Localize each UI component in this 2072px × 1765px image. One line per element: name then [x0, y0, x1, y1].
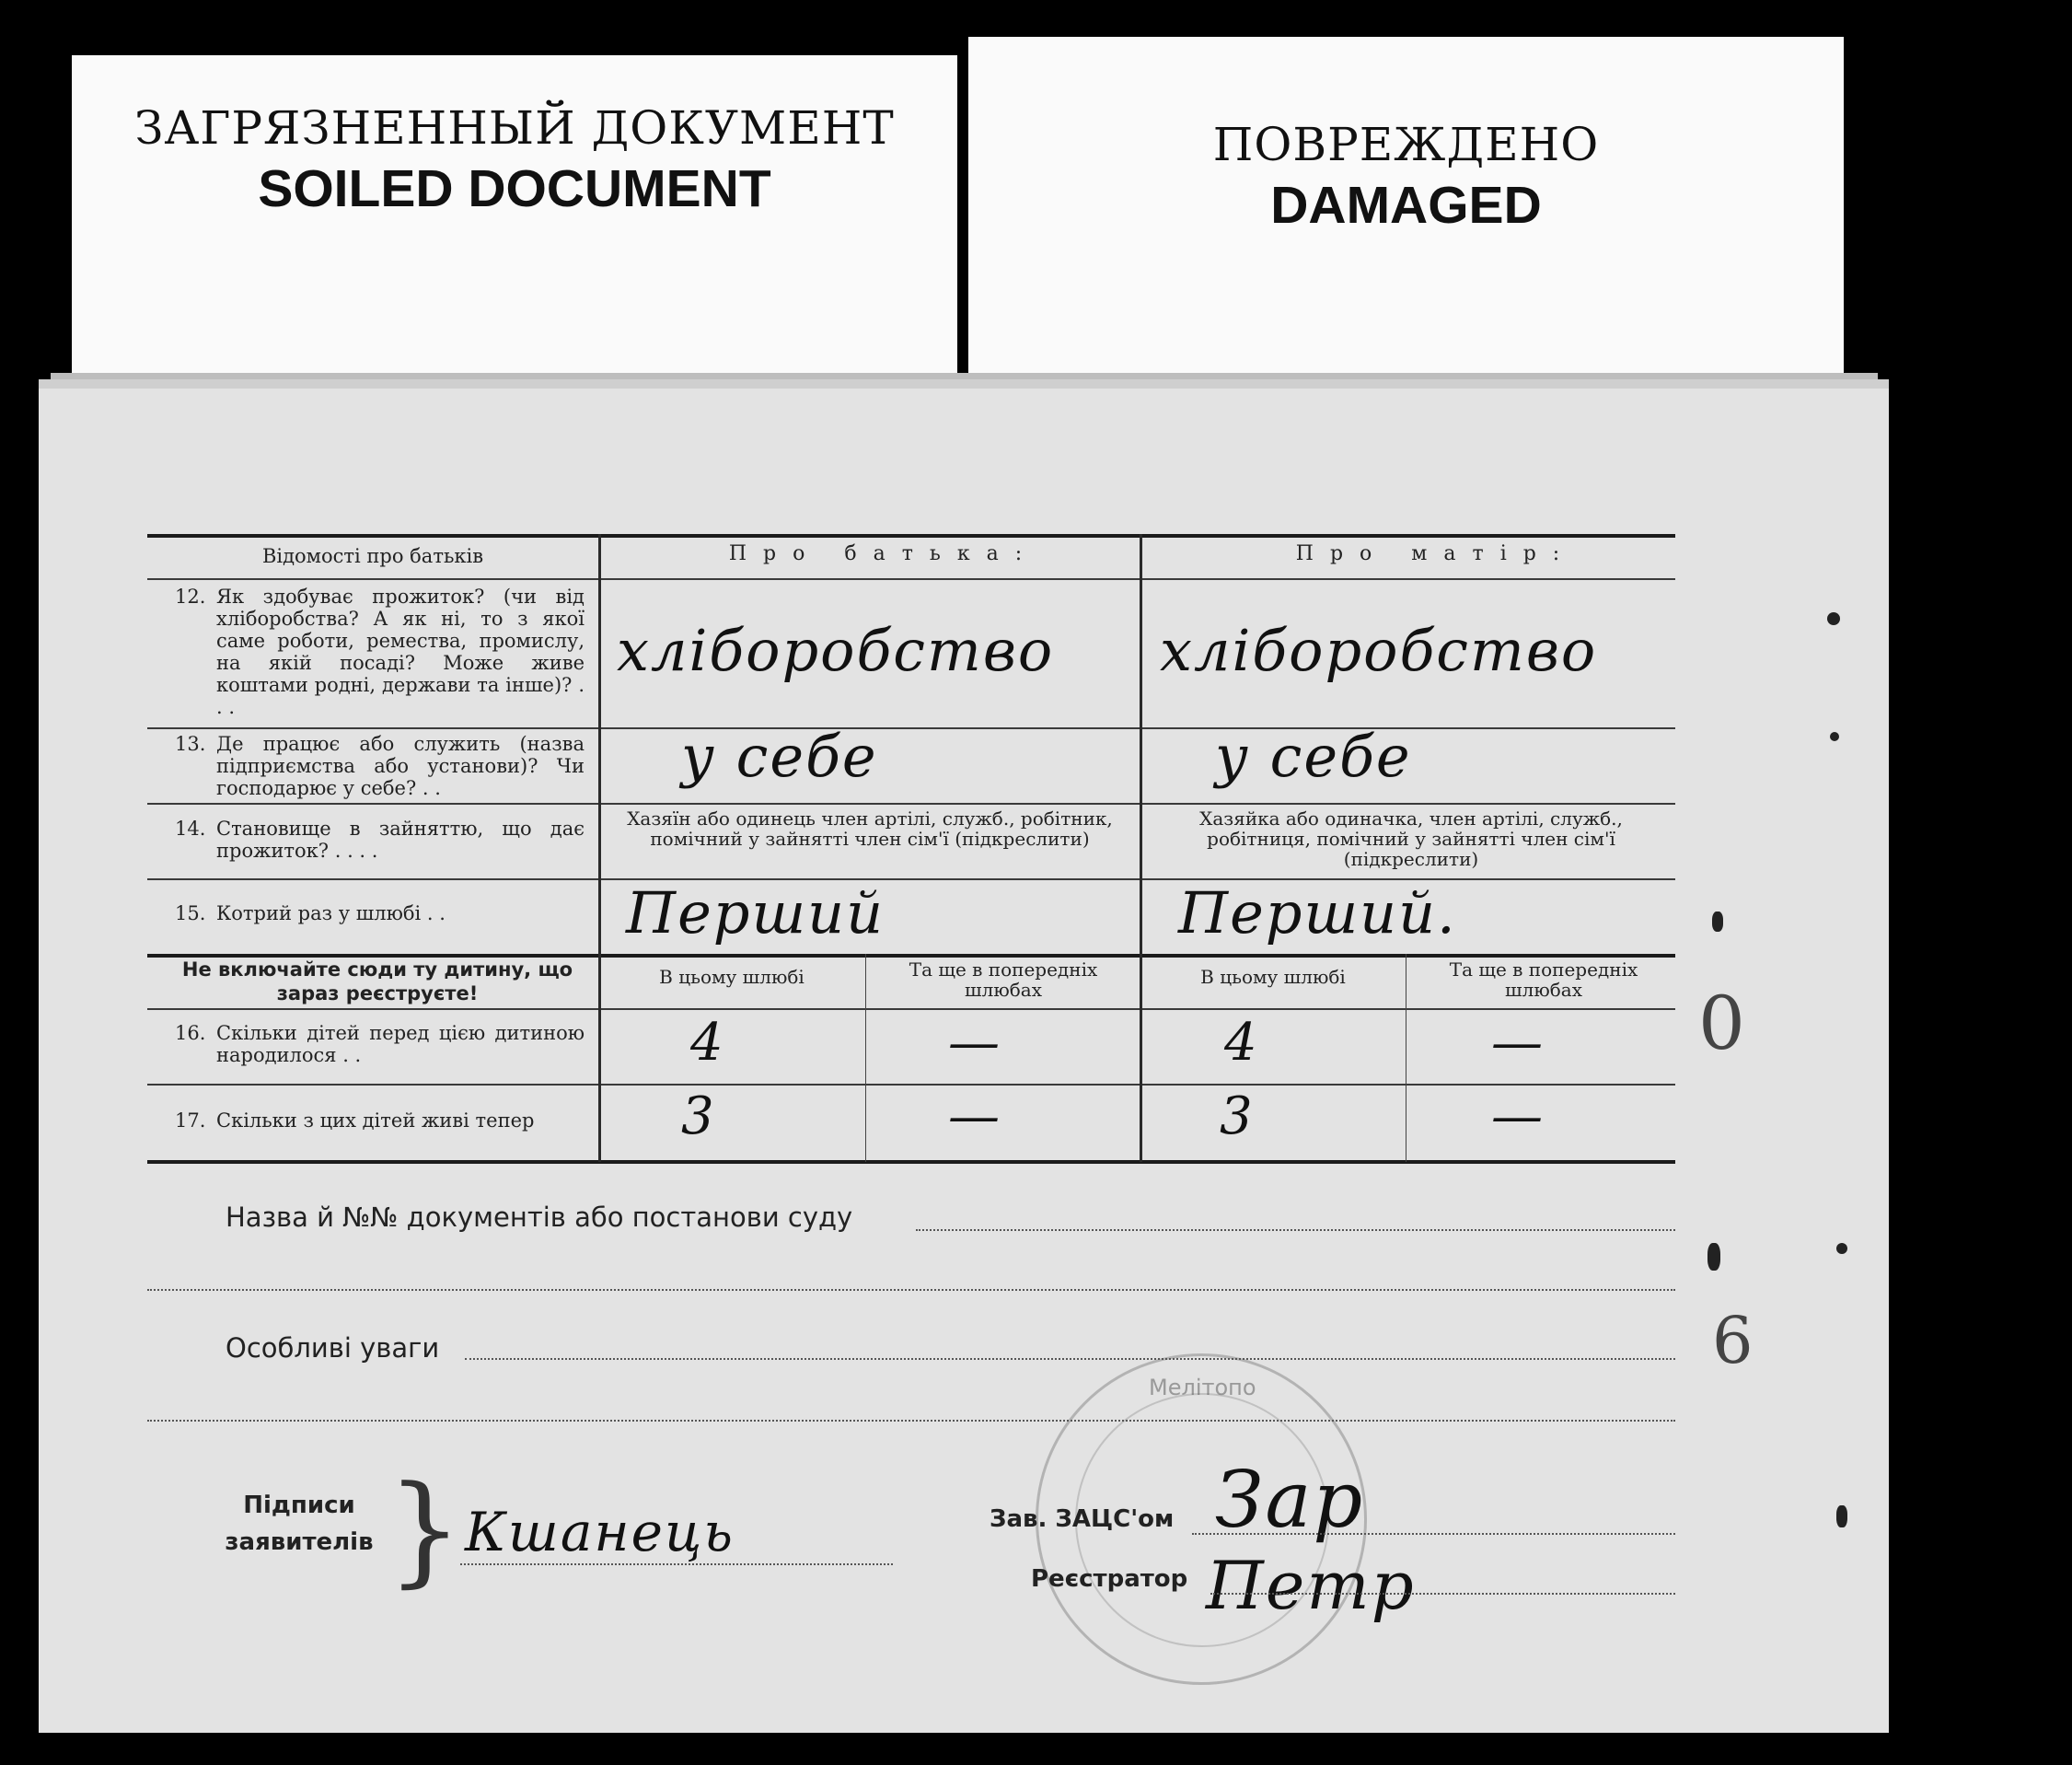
header-father: Про батька: [728, 542, 1039, 565]
signatures-label-line-2: заявителів [225, 1528, 374, 1556]
punch-hole [1836, 1243, 1847, 1254]
row-16-father-this: 4 [690, 1013, 725, 1073]
row-17-mother-prev: — [1491, 1086, 1545, 1146]
row-12-label: Як здобуває прожиток? (чи від хліборобства? А як ні, то з якої саме роботи, ремества, промислу, на якій посаді? Може живе коштами родні, держави та інше)? . . . [216, 586, 585, 718]
header-mother: Про матір: [1295, 542, 1577, 565]
brace: } [387, 1459, 463, 1599]
damaged-label-en: DAMAGED [1270, 176, 1542, 235]
row-14-father-options: Хазяїн або одинець член артілі, служб., робітник, помічний у зайнятті член сім'ї (підкреслити) [627, 807, 1113, 850]
margin-mark: 0 [1698, 981, 1745, 1066]
documents-line [916, 1229, 1675, 1231]
row-number: 14. [175, 818, 206, 840]
row-number: 16. [175, 1022, 206, 1044]
row-12-mother-answer: хліборобство [1160, 617, 1598, 684]
row-12-father-answer: хліборобство [617, 617, 1055, 684]
row-15-mother-answer: Перший. [1178, 879, 1457, 946]
row-13-label: Де працює або служить (назва підприємства або установи)? Чи господарює у себе? . . [216, 733, 585, 799]
damaged-document-label [968, 37, 1844, 382]
mother-previous-header: Та ще в попередніх шлюбах [1449, 958, 1638, 1001]
registrar-signature: Петр [1206, 1547, 1416, 1624]
table-rule [147, 1160, 1675, 1164]
row-16-mother-this: 4 [1224, 1013, 1259, 1073]
damaged-label-ru: ПОВРЕЖДЕНО [1212, 118, 1600, 171]
margin-mark: 6 [1712, 1303, 1754, 1378]
table-rule [147, 534, 1675, 538]
soiled-label-ru: ЗАГРЯЗНЕННЫЙ ДОКУМЕНТ [134, 101, 895, 155]
applicant-signature-line [460, 1563, 893, 1565]
row-14-label: Становище в зайняттю, що дає прожиток? . . . . [216, 818, 585, 862]
table-column-rule [865, 954, 866, 1162]
row-number: 12. [175, 586, 206, 608]
documents-label: Назва й №№ документів або постанови суду [226, 1202, 853, 1233]
row-17-father-this: 3 [681, 1086, 716, 1146]
soiled-document-label [72, 55, 957, 382]
row-16-father-prev: — [948, 1013, 1001, 1073]
row-16-label: Скільки дітей перед цією дитиною народилося . . [216, 1022, 585, 1066]
table-column-rule [1140, 534, 1142, 1162]
father-this-marriage-header: В цьому шлюбі [659, 966, 804, 988]
punch-hole [1827, 612, 1840, 625]
row-13-mother-answer: у себе [1215, 723, 1412, 790]
table-column-rule [598, 534, 601, 1162]
row-number: 13. [175, 733, 206, 755]
row-number: 15. [175, 902, 206, 924]
table-rule [147, 727, 1675, 729]
soiled-label-en: SOILED DOCUMENT [258, 159, 771, 218]
table-rule [147, 578, 1675, 580]
registrar-signature-line [1210, 1593, 1675, 1595]
row-17-label: Скільки з цих дітей живі тепер [216, 1109, 535, 1132]
punch-hole [1830, 732, 1839, 741]
registrar-label: Реєстратор [1031, 1565, 1188, 1593]
applicants-signatures-label [212, 1487, 387, 1561]
mother-this-marriage-header: В цьому шлюбі [1200, 966, 1346, 988]
children-note: Не включайте сюди ту дитину, що зараз реєструєте! [181, 958, 573, 1004]
row-17-mother-this: 3 [1220, 1086, 1255, 1146]
row-number: 17. [175, 1109, 206, 1132]
header-parents-info: Відомості про батьків [261, 545, 484, 567]
punch-hole [1707, 1243, 1720, 1271]
documents-line-2 [147, 1289, 1675, 1291]
notes-line-2 [147, 1420, 1675, 1422]
row-14-mother-options: Хазяйка або одиначка, член артілі, служб., робітниця, помічний у зайнятті член сім'ї (підкреслити) [1199, 807, 1623, 870]
table-rule [147, 803, 1675, 805]
father-previous-header: Та ще в попередніх шлюбах [909, 958, 1098, 1001]
notes-label: Особливі уваги [226, 1332, 440, 1364]
table-rule [147, 1008, 1675, 1010]
row-15-label: Котрий раз у шлюбі . . [216, 902, 446, 924]
row-17-father-prev: — [948, 1086, 1001, 1146]
head-signature: Зар [1215, 1455, 1365, 1545]
signatures-label-line-1: Підписи [243, 1492, 355, 1519]
row-13-father-answer: у себе [681, 723, 878, 790]
head-signature-line [1192, 1533, 1675, 1535]
row-16-mother-prev: — [1491, 1013, 1545, 1073]
row-15-father-answer: Перший [626, 879, 886, 946]
punch-hole [1712, 912, 1723, 932]
head-label: Зав. ЗАЦС'ом [990, 1505, 1175, 1533]
stamp-text: Мелітопо [1149, 1375, 1256, 1400]
applicant-signature: Кшанець [465, 1501, 735, 1563]
table-rule [147, 1084, 1675, 1086]
punch-hole [1836, 1505, 1847, 1527]
notes-line [465, 1358, 1675, 1360]
